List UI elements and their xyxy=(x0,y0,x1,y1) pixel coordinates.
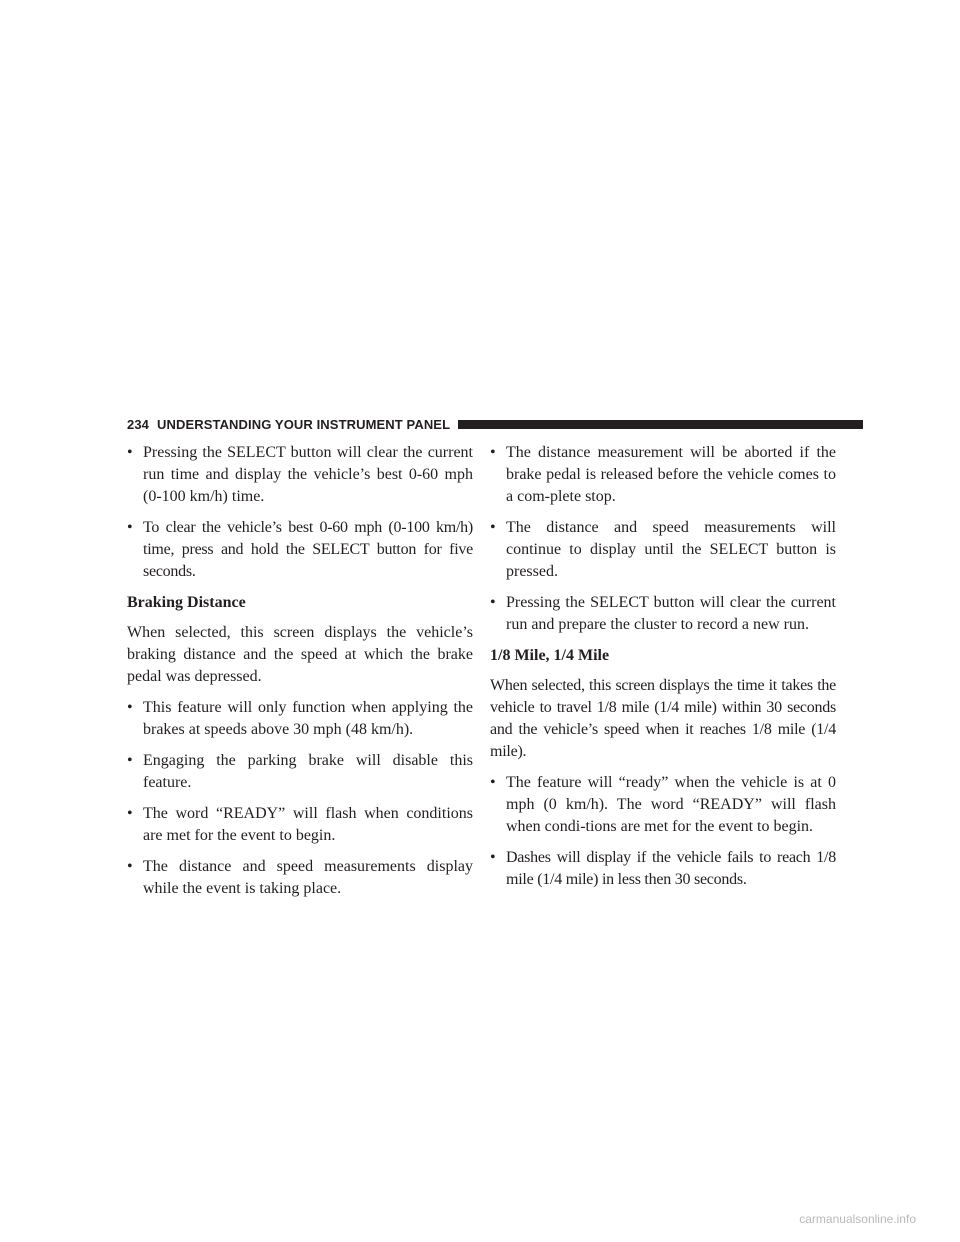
list-item: • This feature will only function when applying the brakes at speeds above 30 mph (48 km/h). xyxy=(127,697,473,741)
left-column xyxy=(127,442,473,909)
list-item: • The word “READY” will flash when conditions are met for the event to begin. xyxy=(127,803,473,847)
list-item: • The distance measurement will be aborted if the brake pedal is released before the vehicle comes to a com-plete stop. xyxy=(490,442,836,508)
section-heading: 1/8 Mile, 1/4 Mile xyxy=(490,647,610,664)
bullet-list xyxy=(127,697,473,900)
section-paragraph: When selected, this screen displays the time it takes the vehicle to travel 1/8 mile (1/4 mile) within 30 seconds and the vehicle’s speed when it reaches 1/8 mile (1/4 mile). xyxy=(490,677,836,760)
list-item: • The distance and speed measurements will continue to display until the SELECT button is pressed. xyxy=(490,517,836,583)
bullet-list-top xyxy=(127,442,473,583)
list-item: • The feature will “ready” when the vehicle is at 0 mph (0 km/h). The word “READY” will flash when condi-tions are met for the event to begin. xyxy=(490,772,836,838)
section-paragraph: When selected, this screen displays the vehicle’s braking distance and the speed at which the brake pedal was depressed. xyxy=(127,624,473,685)
section-heading: Braking Distance xyxy=(127,594,246,611)
bullet-list-top xyxy=(490,442,836,636)
page-number: 234 xyxy=(127,416,149,432)
bullet-list xyxy=(490,772,836,891)
watermark-text: carmanualsonline.info xyxy=(799,1212,916,1226)
list-item: • To clear the vehicle’s best 0-60 mph (0-100 km/h) time, press and hold the SELECT button for five seconds. xyxy=(127,517,473,583)
page-header xyxy=(127,414,863,434)
list-item: • Dashes will display if the vehicle fails to reach 1/8 mile (1/4 mile) in less then 30 seconds. xyxy=(490,847,836,891)
section-title: UNDERSTANDING YOUR INSTRUMENT PANEL xyxy=(157,416,451,432)
list-item: • Engaging the parking brake will disable this feature. xyxy=(127,750,473,794)
header-rule xyxy=(458,420,863,429)
list-item: • Pressing the SELECT button will clear the current run and prepare the cluster to record a new run. xyxy=(490,592,836,636)
list-item: • The distance and speed measurements display while the event is taking place. xyxy=(127,856,473,900)
right-column xyxy=(490,442,836,900)
list-item: • Pressing the SELECT button will clear the current run time and display the vehicle’s best 0-60 mph (0-100 km/h) time. xyxy=(127,442,473,508)
